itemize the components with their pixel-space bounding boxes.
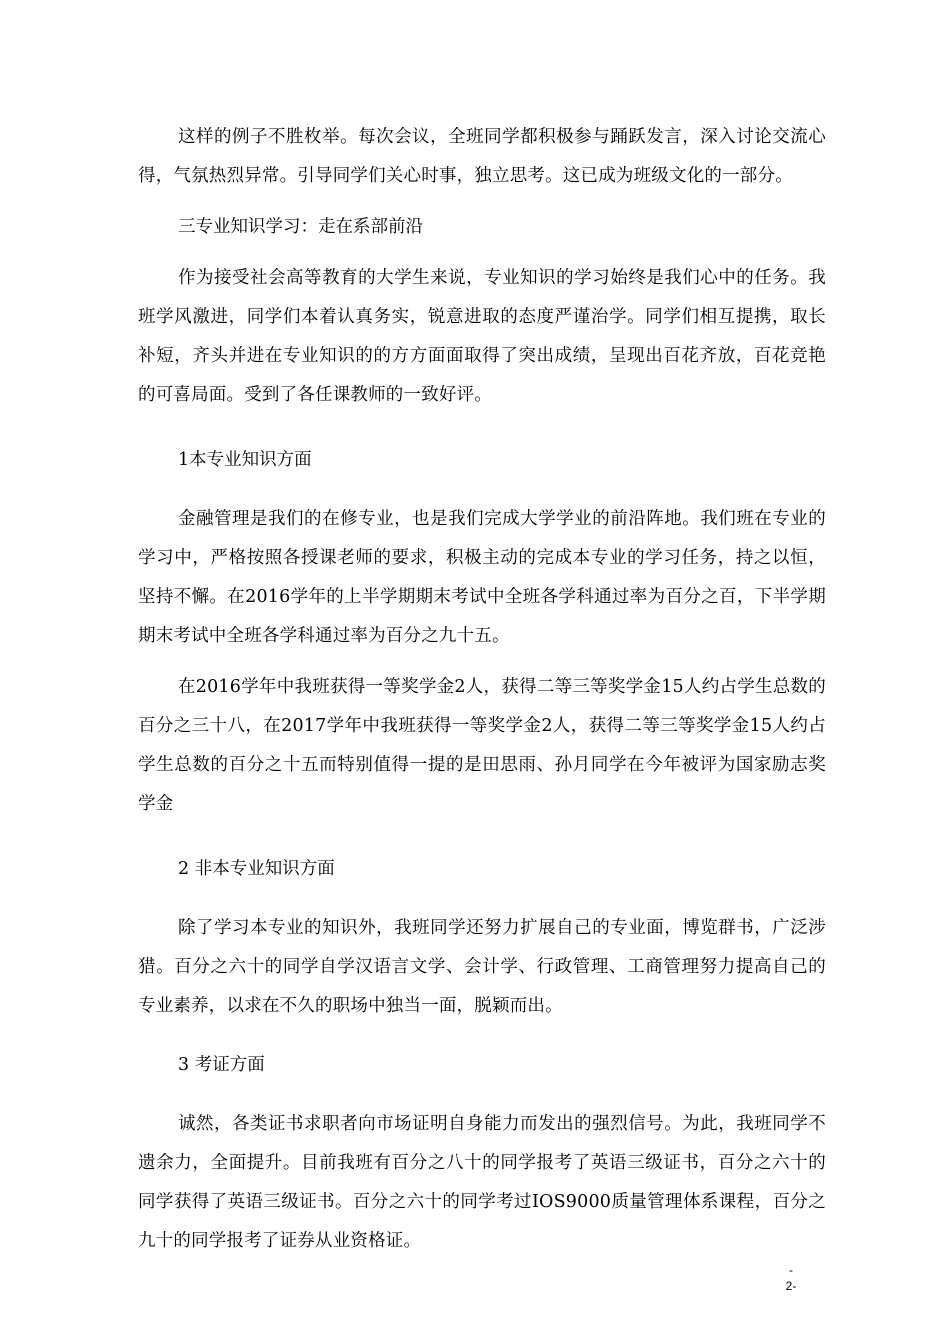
subheading-non-major-knowledge: 2 非本专业知识方面	[178, 859, 335, 879]
paragraph-spacer	[138, 196, 826, 208]
paragraph-scholarships: 在2016学年中我班获得一等奖学金2人，获得二等三等奖学金15人约占学生总数的百分之三十八，在2017学年中我班获得一等奖学金2人，获得二等三等奖学金15人约占学生总数的百分之十五而特别值得一提的是田思雨、孙月同学在今年被评为国家励志奖学金	[138, 677, 826, 814]
paragraph-spacer	[138, 480, 826, 500]
paragraph-spacer	[138, 415, 826, 441]
paragraph-spacer	[138, 824, 826, 850]
document-body	[138, 118, 826, 1261]
paragraph-study-attitude: 作为接受社会高等教育的大学生来说，专业知识的学习始终是我们心中的任务。我班学风激进，同学们本着认真务实，锐意进取的态度严谨治学。同学们相互提携，取长补短，齐头并进在专业知识的的方方面面取得了突出成绩，呈现出百花齐放，百花竞艳的可喜局面。受到了各任课教师的一致好评。	[138, 268, 826, 405]
paragraph-finance-major: 金融管理是我们的在修专业，也是我们完成大学学业的前沿阵地。我们班在专业的学习中，严格按照各授课老师的要求，积极主动的完成本专业的学习任务，持之以恒，坚持不懈。在2016学年的上半学期期末考试中全班各学科通过率为百分之百，下半学期期末考试中全班各学科通过率为百分之九十五。	[138, 509, 826, 646]
paragraph-spacer	[138, 656, 826, 668]
subheading-major-knowledge: 1本专业知识方面	[178, 450, 312, 470]
paragraph-spacer	[138, 1026, 826, 1046]
subheading-certificates: 3 考证方面	[178, 1055, 265, 1075]
section-heading-professional-study: 三专业知识学习：走在系部前沿	[178, 217, 423, 237]
page-number: - 2-	[785, 1263, 797, 1293]
paragraph-certificates: 诚然，各类证书求职者向市场证明自身能力而发出的强烈信号。为此，我班同学不遗余力，全面提升。目前我班有百分之八十的同学报考了英语三级证书，百分之六十的同学获得了英语三级证书。百分之六十的同学考过IOS9000质量管理体系课程，百分之九十的同学报考了证券从业资格证。	[138, 1114, 826, 1251]
paragraph-spacer	[138, 1085, 826, 1105]
paragraph-spacer	[138, 247, 826, 259]
paragraph-self-study: 除了学习本专业的知识外，我班同学还努力扩展自己的专业面，博览群书，广泛涉猎。百分之六十的同学自学汉语言文学、会计学、行政管理、工商管理努力提高自己的专业素养，以求在不久的职场中独当一面，脱颖而出。	[138, 918, 826, 1016]
paragraph-class-culture: 这样的例子不胜枚举。每次会议，全班同学都积极参与踊跃发言，深入讨论交流心得，气氛热烈异常。引导同学们关心时事，独立思考。这已成为班级文化的一部分。	[138, 127, 826, 186]
paragraph-spacer	[138, 889, 826, 909]
